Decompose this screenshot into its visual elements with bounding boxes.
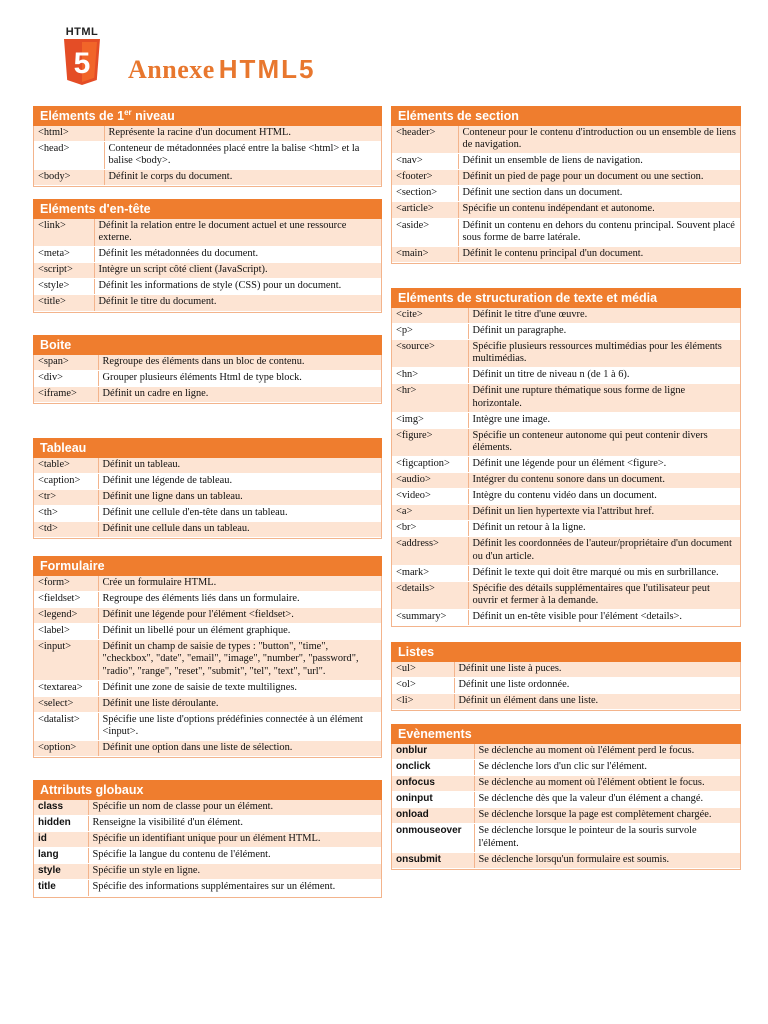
row-key: <br> [392, 521, 468, 537]
table-row [34, 490, 381, 506]
row-description: Définit un libellé pour un élément graphique. [98, 624, 381, 640]
table-row [34, 624, 381, 640]
row-description: Définit un pied de page pour un document ou une section. [458, 170, 740, 186]
row-key: style [34, 864, 88, 880]
row-description: Définit une zone de saisie de texte multilignes. [98, 680, 381, 696]
section-title: Eléments d'en-tête [33, 199, 382, 219]
row-description: Définit une liste ordonnée. [454, 678, 740, 694]
row-description: Définit une liste déroulante. [98, 696, 381, 712]
table-row [34, 474, 381, 490]
row-key: <th> [34, 506, 98, 522]
table-row [34, 576, 381, 592]
table-row [34, 247, 381, 263]
row-description: Définit un ensemble de liens de navigation. [458, 154, 740, 170]
row-description: Renseigne la visibilité d'un élément. [88, 816, 381, 832]
row-description: Intégrer du contenu sonore dans un document. [468, 473, 740, 489]
row-key: <audio> [392, 473, 468, 489]
table-row [392, 581, 740, 609]
row-description: Définit une légende de tableau. [98, 474, 381, 490]
table-row [392, 521, 740, 537]
section-title: Attributs globaux [33, 780, 382, 800]
row-description: Définit une légende pour l'élément <fieldset>. [98, 608, 381, 624]
row-key: <ol> [392, 678, 454, 694]
row-description: Définit un élément dans une liste. [454, 694, 740, 710]
table-row [34, 506, 381, 522]
table-row [392, 456, 740, 472]
row-key: <script> [34, 263, 94, 279]
row-key: <hn> [392, 368, 468, 384]
row-description: Spécifie des détails supplémentaires que l'utilisateur peut ouvrir et fermer à la demande. [468, 581, 740, 609]
row-description: Spécifie plusieurs ressources multimédias pour les éléments multimédias. [468, 340, 740, 368]
table-row [34, 279, 381, 295]
row-key: <link> [34, 219, 94, 247]
row-key: <li> [392, 694, 454, 710]
table-row [34, 592, 381, 608]
table-row [34, 458, 381, 474]
row-key: <datalist> [34, 712, 98, 740]
row-description: Spécifie un style en ligne. [88, 864, 381, 880]
table-row [392, 368, 740, 384]
row-description: Se déclenche lorsqu'un formulaire est soumis. [474, 852, 740, 868]
table-row [392, 154, 740, 170]
table-row [392, 489, 740, 505]
section-listes [391, 642, 741, 711]
row-description: Spécifie des informations supplémentaires sur un élément. [88, 880, 381, 896]
row-key: <form> [34, 576, 98, 592]
table-row [34, 142, 381, 170]
table-row [34, 741, 381, 757]
section-formulaire [33, 556, 382, 758]
row-key: <select> [34, 696, 98, 712]
section-entete [33, 199, 382, 313]
row-key: lang [34, 848, 88, 864]
row-description: Représente la racine d'un document HTML. [104, 126, 381, 142]
section-attributs [33, 780, 382, 898]
row-description: Définit une cellule d'en-tête dans un tableau. [98, 506, 381, 522]
row-description: Intègre une image. [468, 412, 740, 428]
row-description: Définit le texte qui doit être marqué ou mis en surbrillance. [468, 565, 740, 581]
row-key: <source> [392, 340, 468, 368]
row-key: <ul> [392, 662, 454, 678]
table-row [34, 816, 381, 832]
row-key: <body> [34, 170, 104, 186]
table-row [392, 792, 740, 808]
section-title: Eléments de 1er niveau [33, 106, 382, 126]
table-row [34, 680, 381, 696]
table-row [392, 473, 740, 489]
table-row [34, 880, 381, 896]
row-key: <aside> [392, 218, 458, 246]
row-key: <label> [34, 624, 98, 640]
row-description: Définit un paragraphe. [468, 324, 740, 340]
table-row [392, 340, 740, 368]
table-row [34, 696, 381, 712]
page-title [128, 54, 315, 85]
table-row [392, 384, 740, 412]
row-description: Spécifie une liste d'options prédéfinies connectée à un élément <input>. [98, 712, 381, 740]
html5-logo [62, 26, 102, 90]
section-boite [33, 335, 382, 404]
table-row [34, 800, 381, 816]
row-description: Spécifie la langue du contenu de l'élément. [88, 848, 381, 864]
page-title-part2: HTML5 [218, 54, 316, 84]
row-key: <section> [392, 186, 458, 202]
row-key: oninput [392, 792, 474, 808]
row-description: Définit une légende pour un élément <figure>. [468, 456, 740, 472]
row-key: <style> [34, 279, 94, 295]
row-description: Spécifie un contenu indépendant et autonome. [458, 202, 740, 218]
row-key: <title> [34, 295, 94, 311]
table-row [392, 246, 740, 262]
row-description: Intègre un script côté client (JavaScript). [94, 263, 381, 279]
table-row [34, 864, 381, 880]
row-key: <html> [34, 126, 104, 142]
section-niveau1 [33, 106, 382, 187]
table-row [392, 218, 740, 246]
section-title: Boite [33, 335, 382, 355]
row-key: <textarea> [34, 680, 98, 696]
row-description: Définit un retour à la ligne. [468, 521, 740, 537]
row-key: <figure> [392, 428, 468, 456]
row-description: Définit une option dans une liste de sélection. [98, 741, 381, 757]
row-description: Se déclenche lors d'un clic sur l'élément. [474, 760, 740, 776]
section-title: Eléments de structuration de texte et média [391, 288, 741, 308]
row-description: Spécifie un nom de classe pour un élément. [88, 800, 381, 816]
table-row [392, 202, 740, 218]
table-row [392, 565, 740, 581]
row-key: <figcaption> [392, 456, 468, 472]
row-description: Définit une rupture thématique sous forme de ligne horizontale. [468, 384, 740, 412]
row-description: Définit les informations de style (CSS) pour un document. [94, 279, 381, 295]
row-key: <p> [392, 324, 468, 340]
section-structuration [391, 288, 741, 627]
row-key: <fieldset> [34, 592, 98, 608]
row-key: hidden [34, 816, 88, 832]
row-key: <iframe> [34, 387, 98, 403]
row-key: onmouseover [392, 824, 474, 852]
table-row [392, 694, 740, 710]
table-row [34, 219, 381, 247]
table-row [34, 263, 381, 279]
row-key: onblur [392, 744, 474, 760]
row-description: Définit un lien hypertexte via l'attribut href. [468, 505, 740, 521]
table-row [392, 324, 740, 340]
table-row [34, 387, 381, 403]
page-header [62, 26, 462, 96]
row-key: <header> [392, 126, 458, 154]
row-description: Définit un champ de saisie de types : "button", "time", "checkbox", "date", "email", "image", "number", "password", "radio", "range", "reset", "submit", "tel", "text", "url". [98, 640, 381, 680]
row-description: Définit une cellule dans un tableau. [98, 522, 381, 538]
row-description: Crée un formulaire HTML. [98, 576, 381, 592]
row-description: Se déclenche lorsque le pointeur de la souris survole l'élément. [474, 824, 740, 852]
row-description: Définit une ligne dans un tableau. [98, 490, 381, 506]
row-key: <option> [34, 741, 98, 757]
section-section [391, 106, 741, 264]
row-description: Conteneur de métadonnées placé entre la balise <html> et la balise <body>. [104, 142, 381, 170]
row-key: <hr> [392, 384, 468, 412]
row-description: Définit la relation entre le document actuel et une ressource externe. [94, 219, 381, 247]
section-title: Eléments de section [391, 106, 741, 126]
row-key: <main> [392, 246, 458, 262]
table-row [34, 126, 381, 142]
table-row [392, 744, 740, 760]
row-description: Regroupe des éléments liés dans un formulaire. [98, 592, 381, 608]
row-key: <summary> [392, 609, 468, 625]
section-evenements [391, 724, 741, 870]
table-row [34, 848, 381, 864]
row-key: class [34, 800, 88, 816]
row-description: Définit une liste à puces. [454, 662, 740, 678]
table-row [392, 776, 740, 792]
row-key: <video> [392, 489, 468, 505]
table-row [392, 126, 740, 154]
row-key: <address> [392, 537, 468, 565]
row-description: Conteneur pour le contenu d'introduction ou un ensemble de liens de navigation. [458, 126, 740, 154]
table-row [34, 522, 381, 538]
row-description: Spécifie un conteneur autonome qui peut contenir divers éléments. [468, 428, 740, 456]
row-description: Définit un en-tête visible pour l'élément <details>. [468, 609, 740, 625]
table-row [392, 760, 740, 776]
table-row [392, 412, 740, 428]
table-row [392, 662, 740, 678]
section-title: Tableau [33, 438, 382, 458]
row-key: <head> [34, 142, 104, 170]
table-row [392, 170, 740, 186]
row-description: Se déclenche lorsque la page est complètement chargée. [474, 808, 740, 824]
table-row [34, 712, 381, 740]
table-row [34, 170, 381, 186]
table-row [34, 355, 381, 371]
table-row [392, 186, 740, 202]
row-description: Définit les coordonnées de l'auteur/propriétaire d'un document ou d'un article. [468, 537, 740, 565]
row-description: Grouper plusieurs éléments Html de type block. [98, 371, 381, 387]
table-row [34, 640, 381, 680]
row-description: Se déclenche dès que la valeur d'un élément a changé. [474, 792, 740, 808]
section-title: Formulaire [33, 556, 382, 576]
row-description: Se déclenche au moment où l'élément obtient le focus. [474, 776, 740, 792]
row-key: id [34, 832, 88, 848]
row-description: Définit un tableau. [98, 458, 381, 474]
table-row [392, 678, 740, 694]
section-title: Listes [391, 642, 741, 662]
table-row [392, 824, 740, 852]
row-key: <caption> [34, 474, 98, 490]
row-key: <table> [34, 458, 98, 474]
row-key: onsubmit [392, 852, 474, 868]
row-description: Se déclenche au moment où l'élément perd le focus. [474, 744, 740, 760]
row-key: <article> [392, 202, 458, 218]
row-key: <span> [34, 355, 98, 371]
html5-shield-icon [62, 39, 102, 89]
table-row [392, 428, 740, 456]
row-description: Définit les métadonnées du document. [94, 247, 381, 263]
row-key: onfocus [392, 776, 474, 792]
row-description: Spécifie un identifiant unique pour un élément HTML. [88, 832, 381, 848]
row-key: <cite> [392, 308, 468, 324]
table-row [34, 608, 381, 624]
table-row [34, 832, 381, 848]
table-row [34, 371, 381, 387]
row-description: Définit le contenu principal d'un document. [458, 246, 740, 262]
logo-word: HTML [65, 26, 99, 38]
table-row [392, 505, 740, 521]
row-description: Définit un contenu en dehors du contenu principal. Souvent placé sous forme de barre latérale. [458, 218, 740, 246]
row-key: <mark> [392, 565, 468, 581]
row-description: Définit un titre de niveau n (de 1 à 6). [468, 368, 740, 384]
row-key: <meta> [34, 247, 94, 263]
table-row [34, 295, 381, 311]
logo-digit: 5 [73, 47, 91, 80]
table-row [392, 808, 740, 824]
row-key: <a> [392, 505, 468, 521]
row-key: onclick [392, 760, 474, 776]
row-key: <details> [392, 581, 468, 609]
row-description: Définit une section dans un document. [458, 186, 740, 202]
page-title-part1: Annexe [128, 55, 215, 84]
row-description: Regroupe des éléments dans un bloc de contenu. [98, 355, 381, 371]
row-key: <legend> [34, 608, 98, 624]
row-description: Définit un cadre en ligne. [98, 387, 381, 403]
table-row [392, 308, 740, 324]
row-key: <footer> [392, 170, 458, 186]
section-title: Evènements [391, 724, 741, 744]
row-description: Intègre du contenu vidéo dans un document. [468, 489, 740, 505]
section-tableau [33, 438, 382, 539]
row-key: <img> [392, 412, 468, 428]
table-row [392, 852, 740, 868]
row-description: Définit le corps du document. [104, 170, 381, 186]
row-key: title [34, 880, 88, 896]
row-key: <nav> [392, 154, 458, 170]
row-key: onload [392, 808, 474, 824]
row-key: <div> [34, 371, 98, 387]
row-key: <td> [34, 522, 98, 538]
row-description: Définit le titre d'une œuvre. [468, 308, 740, 324]
row-description: Définit le titre du document. [94, 295, 381, 311]
table-row [392, 609, 740, 625]
row-key: <input> [34, 640, 98, 680]
row-key: <tr> [34, 490, 98, 506]
table-row [392, 537, 740, 565]
